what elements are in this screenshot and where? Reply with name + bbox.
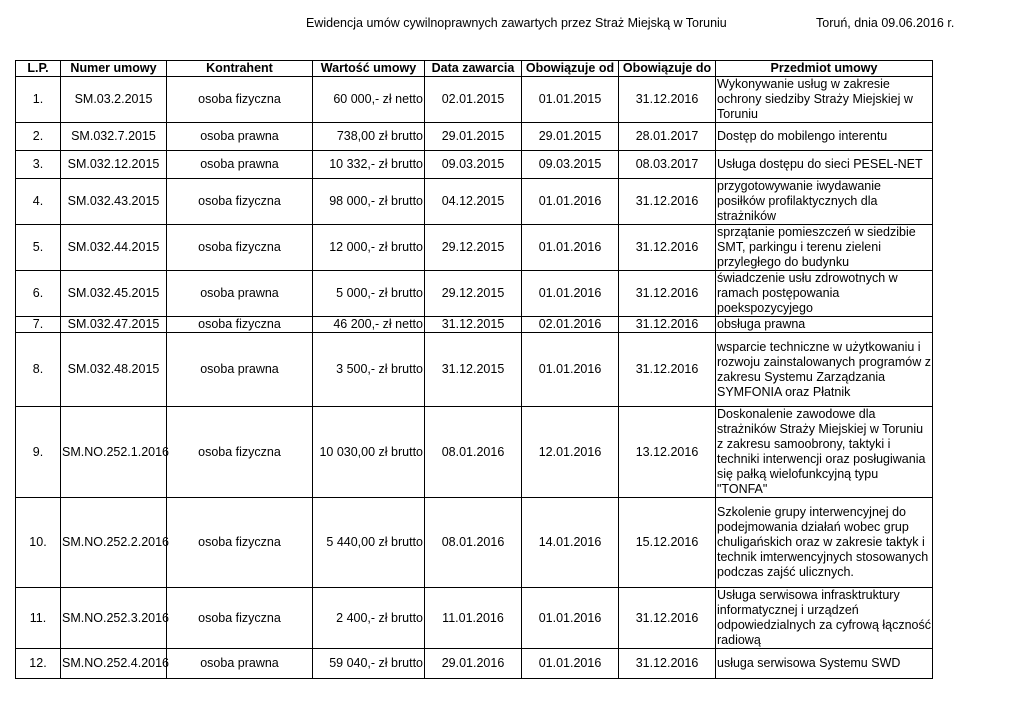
cell-subject: Szkolenie grupy interwencyjnej do podejmowania działań wobec grup chuligańskich oraz w zakresie taktyk i technik imterwencyjnych stosowanych podczas zajść ulicznych. xyxy=(716,498,933,588)
cell-contract-value: 60 000,- zł netto xyxy=(313,77,425,123)
cell-contract-number: SM.NO.252.3.2016 xyxy=(61,588,167,649)
cell-contractor: osoba prawna xyxy=(167,271,313,317)
table-row xyxy=(16,333,933,407)
cell-valid-to: 31.12.2016 xyxy=(619,649,716,679)
cell-lp: 11. xyxy=(16,588,61,649)
cell-date-signed: 08.01.2016 xyxy=(425,407,522,498)
cell-subject: świadczenie usłu zdrowotnych w ramach postępowania poekspozycyjego xyxy=(716,271,933,317)
cell-valid-to: 08.03.2017 xyxy=(619,151,716,179)
cell-contract-number: SM.032.47.2015 xyxy=(61,317,167,333)
cell-lp: 12. xyxy=(16,649,61,679)
cell-valid-to: 13.12.2016 xyxy=(619,407,716,498)
table-row xyxy=(16,407,933,498)
col-header-valid-from: Obowiązuje od xyxy=(522,61,619,77)
cell-lp: 2. xyxy=(16,123,61,151)
cell-contract-value: 3 500,- zł brutto xyxy=(313,333,425,407)
document-date: Toruń, dnia 09.06.2016 r. xyxy=(816,16,955,30)
cell-contract-number: SM.032.45.2015 xyxy=(61,271,167,317)
cell-date-signed: 08.01.2016 xyxy=(425,498,522,588)
cell-valid-from: 14.01.2016 xyxy=(522,498,619,588)
cell-subject: Wykonywanie usług w zakresie ochrony siedziby Straży Miejskiej w Toruniu xyxy=(716,77,933,123)
table-header-row xyxy=(16,61,933,77)
cell-lp: 9. xyxy=(16,407,61,498)
cell-lp: 6. xyxy=(16,271,61,317)
cell-date-signed: 29.01.2015 xyxy=(425,123,522,151)
col-header-subject: Przedmiot umowy xyxy=(716,61,933,77)
cell-valid-from: 02.01.2016 xyxy=(522,317,619,333)
table-row xyxy=(16,271,933,317)
cell-date-signed: 29.12.2015 xyxy=(425,271,522,317)
col-header-party: Kontrahent xyxy=(167,61,313,77)
cell-contractor: osoba prawna xyxy=(167,151,313,179)
cell-contractor: osoba fizyczna xyxy=(167,77,313,123)
cell-subject: Usługa dostępu do sieci PESEL-NET xyxy=(716,151,933,179)
cell-subject: Dostęp do mobilengo interentu xyxy=(716,123,933,151)
cell-date-signed: 31.12.2015 xyxy=(425,317,522,333)
cell-valid-from: 01.01.2015 xyxy=(522,77,619,123)
cell-lp: 8. xyxy=(16,333,61,407)
cell-valid-from: 01.01.2016 xyxy=(522,649,619,679)
cell-contract-number: SM.032.48.2015 xyxy=(61,333,167,407)
cell-valid-to: 31.12.2016 xyxy=(619,317,716,333)
cell-valid-from: 09.03.2015 xyxy=(522,151,619,179)
cell-valid-to: 31.12.2016 xyxy=(619,333,716,407)
table-row xyxy=(16,225,933,271)
cell-contract-value: 738,00 zł brutto xyxy=(313,123,425,151)
cell-contract-number: SM.03.2.2015 xyxy=(61,77,167,123)
cell-valid-to: 31.12.2016 xyxy=(619,77,716,123)
cell-valid-from: 01.01.2016 xyxy=(522,588,619,649)
col-header-value: Wartość umowy xyxy=(313,61,425,77)
table-row xyxy=(16,649,933,679)
cell-contract-value: 10 030,00 zł brutto xyxy=(313,407,425,498)
table-row xyxy=(16,498,933,588)
cell-subject: wsparcie techniczne w użytkowaniu i rozwoju zainstalowanych programów z zakresu Systemu Zarządzania SYMFONIA oraz Płatnik xyxy=(716,333,933,407)
cell-valid-from: 01.01.2016 xyxy=(522,225,619,271)
cell-contract-number: SM.032.12.2015 xyxy=(61,151,167,179)
col-header-lp: L.P. xyxy=(16,61,61,77)
cell-contract-number: SM.NO.252.1.2016 xyxy=(61,407,167,498)
cell-contractor: osoba fizyczna xyxy=(167,407,313,498)
document-title: Ewidencja umów cywilnoprawnych zawartych przez Straż Miejską w Toruniu xyxy=(306,16,727,30)
cell-subject: przygotowywanie iwydawanie posiłków profilaktycznych dla strażników xyxy=(716,179,933,225)
cell-subject: usługa serwisowa Systemu SWD xyxy=(716,649,933,679)
cell-lp: 10. xyxy=(16,498,61,588)
cell-contractor: osoba fizyczna xyxy=(167,588,313,649)
col-header-number: Numer umowy xyxy=(61,61,167,77)
cell-date-signed: 11.01.2016 xyxy=(425,588,522,649)
cell-contract-number: SM.NO.252.4.2016 xyxy=(61,649,167,679)
cell-valid-from: 01.01.2016 xyxy=(522,271,619,317)
table-row xyxy=(16,123,933,151)
cell-contract-number: SM.032.43.2015 xyxy=(61,179,167,225)
cell-contract-number: SM.032.7.2015 xyxy=(61,123,167,151)
cell-subject: sprzątanie pomieszczeń w siedzibie SMT, parkingu i terenu zieleni przyległego do budynku xyxy=(716,225,933,271)
table-row xyxy=(16,151,933,179)
cell-valid-to: 31.12.2016 xyxy=(619,271,716,317)
cell-contract-number: SM.NO.252.2.2016 xyxy=(61,498,167,588)
cell-valid-to: 15.12.2016 xyxy=(619,498,716,588)
cell-contract-value: 59 040,- zł brutto xyxy=(313,649,425,679)
cell-date-signed: 31.12.2015 xyxy=(425,333,522,407)
cell-valid-from: 12.01.2016 xyxy=(522,407,619,498)
cell-contractor: osoba prawna xyxy=(167,333,313,407)
cell-contractor: osoba fizyczna xyxy=(167,498,313,588)
cell-lp: 4. xyxy=(16,179,61,225)
cell-lp: 7. xyxy=(16,317,61,333)
table-row xyxy=(16,317,933,333)
cell-lp: 1. xyxy=(16,77,61,123)
cell-contractor: osoba fizyczna xyxy=(167,225,313,271)
cell-date-signed: 09.03.2015 xyxy=(425,151,522,179)
cell-contractor: osoba prawna xyxy=(167,649,313,679)
cell-contract-value: 10 332,- zł brutto xyxy=(313,151,425,179)
cell-contract-value: 2 400,- zł brutto xyxy=(313,588,425,649)
cell-valid-to: 31.12.2016 xyxy=(619,179,716,225)
cell-contract-value: 5 000,- zł brutto xyxy=(313,271,425,317)
col-header-signed: Data zawarcia xyxy=(425,61,522,77)
cell-contract-value: 98 000,- zł brutto xyxy=(313,179,425,225)
table-row xyxy=(16,588,933,649)
cell-date-signed: 29.01.2016 xyxy=(425,649,522,679)
table-row xyxy=(16,77,933,123)
cell-contract-value: 46 200,- zł netto xyxy=(313,317,425,333)
table-row xyxy=(16,179,933,225)
cell-date-signed: 29.12.2015 xyxy=(425,225,522,271)
cell-subject: Doskonalenie zawodowe dla strażników Straży Miejskiej w Toruniu z zakresu samoobrony, taktyki i techniki interwencji oraz posługiwania się pałką wielofunkcyjną typu "TONFA" xyxy=(716,407,933,498)
cell-contractor: osoba fizyczna xyxy=(167,317,313,333)
cell-contract-number: SM.032.44.2015 xyxy=(61,225,167,271)
cell-valid-from: 29.01.2015 xyxy=(522,123,619,151)
cell-contract-value: 12 000,- zł brutto xyxy=(313,225,425,271)
cell-date-signed: 04.12.2015 xyxy=(425,179,522,225)
cell-subject: obsługa prawna xyxy=(716,317,933,333)
cell-date-signed: 02.01.2015 xyxy=(425,77,522,123)
cell-contractor: osoba fizyczna xyxy=(167,179,313,225)
cell-lp: 3. xyxy=(16,151,61,179)
cell-valid-to: 28.01.2017 xyxy=(619,123,716,151)
col-header-valid-to: Obowiązuje do xyxy=(619,61,716,77)
cell-contract-value: 5 440,00 zł brutto xyxy=(313,498,425,588)
cell-contractor: osoba prawna xyxy=(167,123,313,151)
cell-valid-from: 01.01.2016 xyxy=(522,179,619,225)
contracts-table xyxy=(15,60,933,679)
cell-subject: Usługa serwisowa infrasktruktury informatycznej i urządzeń odpowiedzialnych za cyfrową łączność radiową xyxy=(717,588,931,647)
cell-valid-to: 31.12.2016 xyxy=(619,225,716,271)
cell-lp: 5. xyxy=(16,225,61,271)
cell-valid-to: 31.12.2016 xyxy=(619,588,716,649)
cell-valid-from: 01.01.2016 xyxy=(522,333,619,407)
